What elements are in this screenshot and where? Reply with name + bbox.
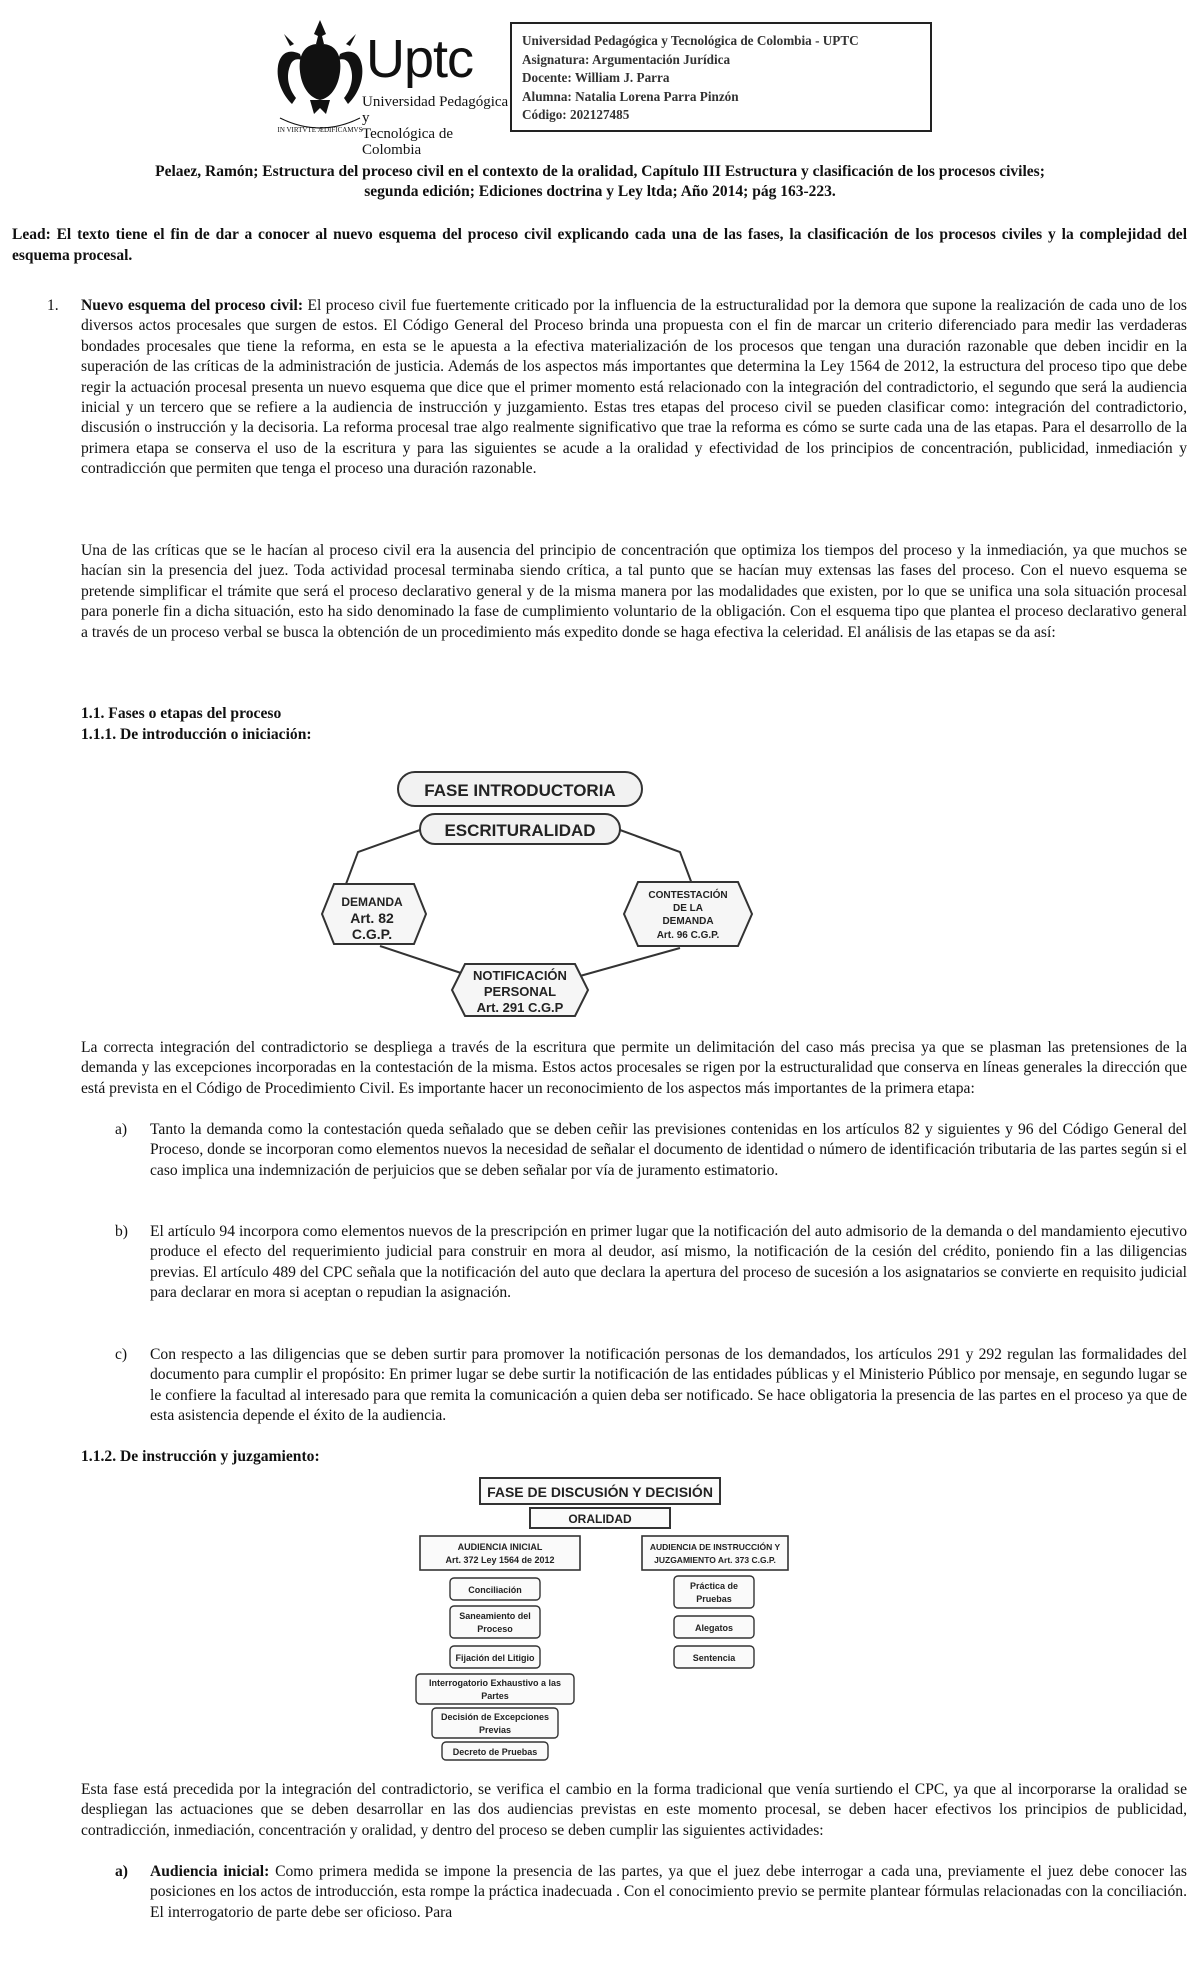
diagram2-right-header-2: JUZGAMIENTO Art. 373 C.G.P. bbox=[654, 1555, 776, 1565]
diagram2-left-item-1: Conciliación bbox=[468, 1585, 522, 1595]
diagram1-right-line3: DEMANDA bbox=[662, 916, 714, 927]
logo-motto: IN VIRTVTE ÆDIFICAMVS bbox=[277, 126, 363, 134]
list-a-label-a: a) bbox=[115, 1121, 128, 1138]
logo-subtitle bbox=[362, 94, 512, 158]
info-university: Universidad Pedagógica y Tecnológica de Colombia - UPTC bbox=[522, 33, 859, 48]
lead-paragraph: Lead: El texto tiene el fin de dar a conocer al nuevo esquema del proceso civil explicando cada una de las fases, la clasificación de los procesos civiles y la complejidad del esquema procesal. bbox=[12, 226, 1187, 264]
introductory-phase-diagram bbox=[320, 768, 800, 1018]
diagram1-arrow-left bbox=[346, 830, 420, 884]
list-b-item-a-title: Audiencia inicial: bbox=[150, 1863, 270, 1880]
discussion-phase-paragraph: Esta fase está precedida por la integración del contradictorio, se verifica el cambio en la forma tradicional que venía surtiendo el CPC, ya que al incorporarse la oralidad se despliegan las actuaciones que se deben desarrollar en las dos audiencias previstas en este momento procesal, se deben hacer efectivos los principios de publicidad, contradicción, inmediación, concentración y oralidad, y dentro del proceso se deben cumplir las siguientes actividades: bbox=[81, 1781, 1187, 1839]
diagram2-left-header-1: AUDIENCIA INICIAL bbox=[457, 1542, 543, 1552]
diagram1-bottom-line3: Art. 291 C.G.P bbox=[476, 1000, 564, 1015]
info-subject: Asignatura: Argumentación Jurídica bbox=[522, 51, 731, 67]
diagram2-left-item-2b: Proceso bbox=[477, 1624, 513, 1634]
diagram1-arrow-bottom-left bbox=[380, 946, 470, 976]
diagram2-left-item-3: Fijación del Litigio bbox=[455, 1653, 535, 1663]
diagram2-right-items bbox=[674, 1576, 754, 1668]
diagram2-mode: ORALIDAD bbox=[568, 1512, 632, 1526]
diagram2-right-item-1b: Pruebas bbox=[696, 1594, 732, 1604]
diagram2-left-item-4b: Partes bbox=[481, 1691, 509, 1701]
list-a-item-b: El artículo 94 incorpora como elementos nuevos de la prescripción en primer lugar que la notificación del auto admisorio de la demanda o del mandamiento ejecutivo produce el efecto del requerimiento judicial para construir en mora al deudor, así mismo, la notificación de la cesión del crédito, poniendo fin a las diligencias previas. El artículo 489 del CPC señala que la notificación del auto que declara la apertura del proceso de sucesión a los asignatarios se convierte en requisito judicial para declarar en mora si aceptan o repudian la asignación. bbox=[150, 1223, 1187, 1302]
reference-line-1: Pelaez, Ramón; Estructura del proceso civil en el contexto de la oralidad, Capítulo III Estructura y clasificación de los procesos civiles; bbox=[155, 163, 1045, 180]
list-a-item-a: Tanto la demanda como la contestación queda señalado que se deben ceñir las previsiones contenidas en los artículos 82 y siguientes y 96 del Código General del Proceso, donde se incorporan como elementos nuevos la necesidad de señalar el documento de identidad o número de identificación tributaria de las partes según si el caso implica una indemnización de perjuicios que se deben señalar por vía de juramento estimatorio. bbox=[150, 1121, 1187, 1179]
diagram1-left-line1: DEMANDA bbox=[341, 895, 403, 909]
integration-paragraph: La correcta integración del contradictorio se despliega a través de la escritura que permite un delimitación del caso más precisa ya que se plasman las pretensiones de la demanda y las excepciones incorporadas en la contestación de la misma. Estos actos procesales se rigen por la estructuralidad que conserva en líneas generales la dirección que está prevista en el Código de Procedimiento Civil. Es importante hacer un reconocimiento de los aspectos más importantes de la primera etapa: bbox=[81, 1039, 1187, 1097]
diagram2-left-item-5b: Previas bbox=[478, 1725, 512, 1735]
diagram2-left-item-2a: Saneamiento del bbox=[459, 1611, 531, 1621]
list-b-item-a-text: Como primera medida se impone la presencia de las partes, ya que el juez debe interrogar a cada una, previamente el juez debe conocer las posiciones en los actos de introducción, esta rompe la práctica inadecuada . Con el conocimiento previo se permite plantear fórmulas relacionadas con la conciliación. El interrogatorio de parte debe ser oficioso. Para bbox=[150, 1863, 1187, 1921]
diagram2-right-item-3: Sentencia bbox=[692, 1653, 736, 1663]
reference-line-2: segunda edición; Ediciones doctrina y Ley ltda; Año 2014; pág 163-223. bbox=[364, 183, 836, 200]
subsection-1-1-heading: 1.1. Fases o etapas del proceso bbox=[81, 705, 282, 722]
diagram2-right-item-2: Alegatos bbox=[694, 1623, 734, 1633]
info-student: Alumna: Natalia Lorena Parra Pinzón bbox=[522, 88, 739, 104]
info-code: Código: 202127485 bbox=[522, 107, 630, 123]
diagram1-bottom-line2: PERSONAL bbox=[483, 984, 557, 999]
discussion-decision-phase-diagram bbox=[412, 1476, 792, 1762]
subsection-1-1-1-heading: 1.1.1. De introducción o iniciación: bbox=[81, 726, 312, 743]
bibliographic-reference bbox=[0, 162, 1200, 202]
diagram1-right-line4: Art. 96 C.G.P. bbox=[656, 930, 720, 941]
list-a-label-c: c) bbox=[115, 1346, 128, 1363]
section-1-paragraph-1 bbox=[81, 296, 1187, 480]
section-1-paragraph-2: Una de las críticas que se le hacían al proceso civil era la ausencia del principio de concentración que optimiza los tiempos del proceso y la inmediación, ya que muchos se hacían sin la presencia del juez. Toda actividad procesal terminaba siendo crítica, a tal punto que se hacían muy extensas las fases del proceso. Con el nuevo esquema se pretende simplificar el trámite que será el proceso declarativo general y de la misma manera por las modalidades que existen, por lo que se unifica una sola situación procesal para ponerle fin a dicha situación, esto ha sido denominado la fase de cumplimiento voluntario de la obligación. Con el esquema tipo que plantea el proceso declarativo general a través de un proceso verbal se busca la obtención de un procedimiento más expedito donde se haga efectiva la celeridad. El análisis de las etapas se da así: bbox=[81, 542, 1187, 641]
logo-subtitle-line-1: Universidad Pedagógica y bbox=[362, 94, 509, 126]
diagram2-left-item-5a: Decisión de Excepciones bbox=[440, 1712, 550, 1722]
info-teacher: Docente: William J. Parra bbox=[522, 70, 670, 86]
eagle-emblem-icon bbox=[274, 14, 366, 136]
diagram2-left-item-6: Decreto de Pruebas bbox=[452, 1747, 538, 1757]
diagram1-arrow-bottom-right bbox=[580, 948, 680, 976]
diagram1-title: FASE INTRODUCTORIA bbox=[424, 781, 616, 800]
diagram2-left-items bbox=[416, 1578, 574, 1760]
list-b-label-a: a) bbox=[115, 1863, 128, 1880]
section-number: 1. bbox=[47, 297, 59, 314]
diagram2-right-item-1a: Práctica de bbox=[689, 1581, 739, 1591]
list-b-item-a bbox=[150, 1862, 1187, 1923]
uptc-logo bbox=[274, 14, 509, 158]
list-a-label-b: b) bbox=[115, 1223, 128, 1240]
diagram1-left-line3: C.G.P. bbox=[351, 926, 393, 942]
diagram2-left-item-4a: Interrogatorio Exhaustivo a las bbox=[428, 1678, 562, 1688]
diagram2-title: FASE DE DISCUSIÓN Y DECISIÓN bbox=[487, 1484, 713, 1500]
diagram1-mode: ESCRITURALIDAD bbox=[444, 821, 596, 840]
diagram2-left-header-2: Art. 372 Ley 1564 de 2012 bbox=[445, 1555, 555, 1565]
list-a-item-c: Con respecto a las diligencias que se deben surtir para promover la notificación personas de los demandados, los artículos 291 y 292 regulan las formalidades del documento para cumplir el propósito: En primer lugar se debe surtir la notificación de las entidades públicas y el Ministerio Público por mensaje, en segundo lugar se le confiere la facultad al interesado para que remita la comunicación a quien deba ser notificado. Se hace obligatoria la presencia de las partes en el proceso ya que de esta asistencia depende el éxito de la audiencia. bbox=[150, 1346, 1187, 1425]
subsection-1-1-2-heading: 1.1.2. De instrucción y juzgamiento: bbox=[81, 1448, 320, 1465]
section-1-title: Nuevo esquema del proceso civil: bbox=[81, 297, 304, 314]
logo-subtitle-line-2: Tecnológica de Colombia bbox=[362, 126, 453, 158]
diagram1-right-line2: DE LA bbox=[673, 903, 703, 914]
diagram1-left-line2: Art. 82 bbox=[350, 910, 394, 926]
logo-wordmark: Uptc bbox=[366, 29, 474, 89]
diagram2-right-header-1: AUDIENCIA DE INSTRUCCIÓN Y bbox=[649, 1542, 781, 1552]
section-1-para1-text: El proceso civil fue fuertemente criticado por la influencia de la estructuralidad por la demora que supone la realización de cada uno de los diversos actos procesales que surgen de estos. El Código General del Proceso brinda una propuesta con el fin de marcar un criterio diferenciado para medir las verdaderas bondades procesales que tiene la reforma, en esta se le apuesta a la efectiva materialización de los procesos que tengan una duración razonable que deben incidir en la superación de las críticas de la administración de justicia. Además de los aspectos más importantes que determina la Ley 1564 de 2012, la estructura del proceso tipo que debe regir la actuación procesal presenta un nuevo esquema que dice que el primer momento está relacionado con la integración del contradictorio, el segundo que será la audiencia inicial y un tercero que se refiere a la audiencia de instrucción y juzgamiento. Estas tres etapas del proceso civil se pueden clasificar como: integración del contradictorio, discusión o instrucción y la decisoria. La reforma procesal trae algo realmente significativo que trae la reforma es cómo se surte cada una de las etapas. Para el desarrollo de la primera etapa se conserva el uso de la escritura y para las siguientes se acude a la oralidad y efectividad de los principios de concentración, publicidad, inmediación y contradicción que permiten que tenga el proceso una duración razonable. bbox=[81, 297, 1187, 478]
student-info-box bbox=[510, 22, 932, 132]
diagram1-right-line1: CONTESTACIÓN bbox=[648, 890, 728, 901]
diagram1-arrow-right bbox=[620, 830, 692, 884]
diagram1-bottom-line1: NOTIFICACIÓN bbox=[473, 968, 567, 983]
